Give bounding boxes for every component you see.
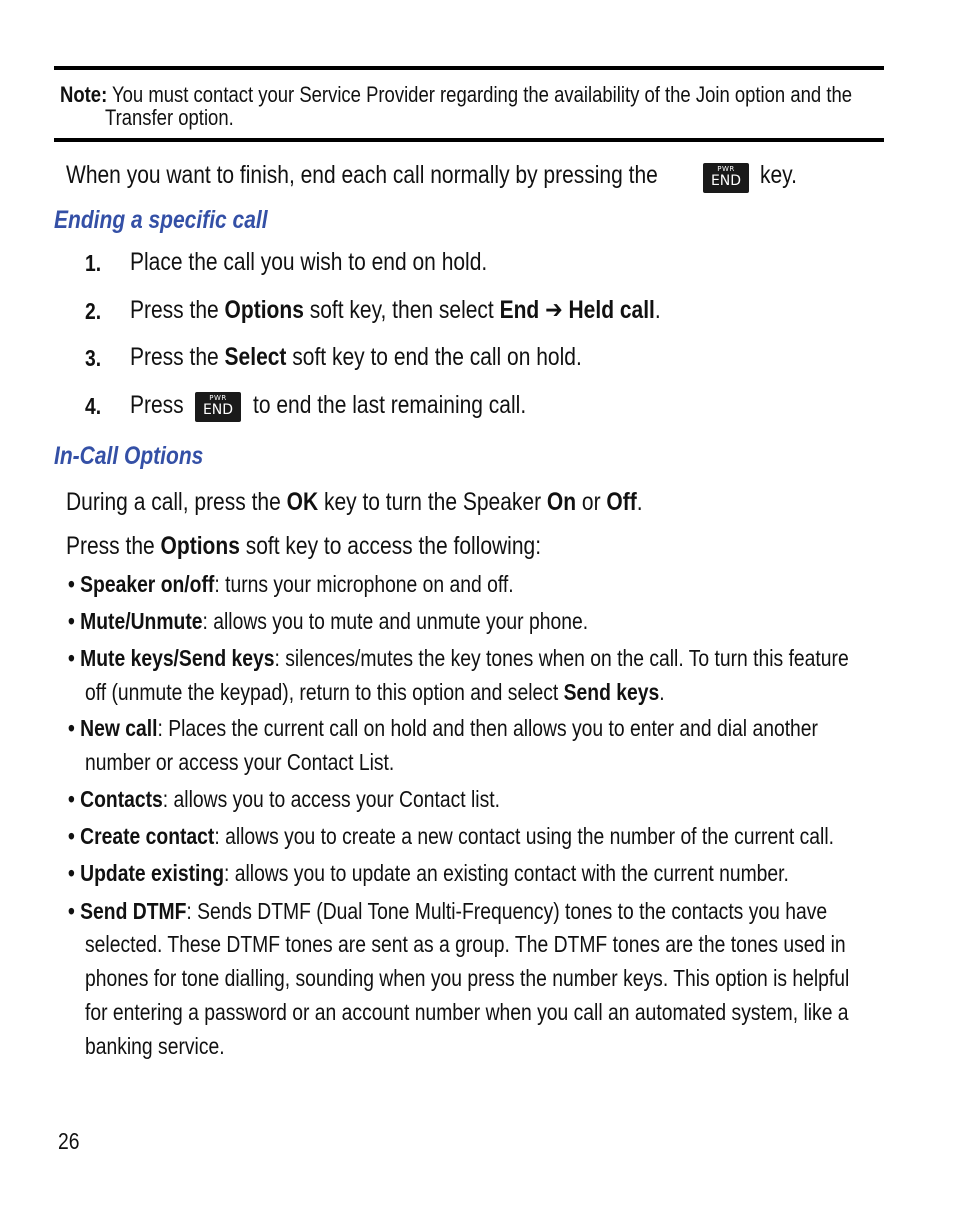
step-text: Press the Options soft key, then select End ➔ Held call.	[130, 296, 661, 324]
finish-after: key.	[760, 161, 797, 189]
bullet-icon: •	[68, 898, 75, 924]
note-text-1: You must contact your Service Provider regarding the availability of the Join option and the	[112, 82, 853, 107]
step-text: Place the call you wish to end on hold.	[130, 248, 488, 276]
bullet-item: • Update existing: allows you to update an existing contact with the current number.	[68, 860, 789, 886]
bullet-icon: •	[68, 786, 75, 812]
end-key-icon: PWR END	[195, 392, 241, 422]
bullet-continuation: phones for tone dialling, sounding when you press the number keys. This option is helpful	[85, 965, 850, 991]
bullet-item: • Contacts: allows you to access your Contact list.	[68, 786, 500, 812]
step-text: Press the Select soft key to end the call on hold.	[130, 343, 582, 371]
bullet-item: • Mute keys/Send keys: silences/mutes the key tones when on the call. To turn this feature	[68, 645, 849, 671]
bullet-icon: •	[68, 860, 75, 886]
step-number: 2.	[85, 298, 102, 324]
step-number: 4.	[85, 393, 102, 419]
bullet-icon: •	[68, 823, 75, 849]
note-label: Note:	[60, 82, 108, 107]
step-number: 1.	[85, 250, 102, 276]
bullet-icon: •	[68, 571, 75, 597]
section-heading-ending: Ending a specific call	[54, 206, 268, 234]
note-line-1	[60, 83, 954, 107]
bullet-continuation: off (unmute the keypad), return to this option and select Send keys.	[85, 679, 665, 705]
bullet-continuation: for entering a password or an account number when you call an automated system, like a	[85, 999, 849, 1025]
arrow-icon: ➔	[539, 296, 569, 324]
step-text-rest: to end the last remaining call.	[253, 391, 527, 419]
bullet-item: • Mute/Unmute: allows you to mute and unmute your phone.	[68, 608, 589, 634]
note-line-2	[105, 106, 258, 130]
step-number: 3.	[85, 345, 102, 371]
bullet-item: • Create contact: allows you to create a new contact using the number of the current call.	[68, 823, 835, 849]
note-text-2: Transfer option.	[105, 105, 234, 130]
end-key-icon	[703, 163, 749, 193]
bullet-continuation: selected. These DTMF tones are sent as a group. The DTMF tones are the tones used in	[85, 931, 846, 957]
bullet-item: • Send DTMF: Sends DTMF (Dual Tone Multi-Frequency) tones to the contacts you have	[68, 898, 828, 924]
page-number: 26	[58, 1128, 80, 1154]
note-box	[54, 66, 884, 142]
bullet-icon: •	[68, 645, 75, 671]
finish-before: When you want to finish, end each call normally by pressing the	[66, 161, 658, 189]
end-key-label: END	[710, 173, 742, 189]
incall-paragraph-1: During a call, press the OK key to turn the Speaker On or Off.	[66, 488, 643, 516]
bullet-continuation: number or access your Contact List.	[85, 749, 395, 775]
finish-text	[66, 160, 771, 190]
incall-paragraph-2: Press the Options soft key to access the following:	[66, 532, 542, 560]
step-text-press: Press	[130, 391, 184, 419]
bullet-continuation: banking service.	[85, 1033, 225, 1059]
section-heading-incall: In-Call Options	[54, 442, 204, 470]
bullet-icon: •	[68, 608, 75, 634]
bullet-icon: •	[68, 715, 75, 741]
bullet-item: • Speaker on/off: turns your microphone on and off.	[68, 571, 514, 597]
bullet-item: • New call: Places the current call on hold and then allows you to enter and dial another	[68, 715, 818, 741]
end-key-pwr-label: PWR	[717, 165, 735, 173]
